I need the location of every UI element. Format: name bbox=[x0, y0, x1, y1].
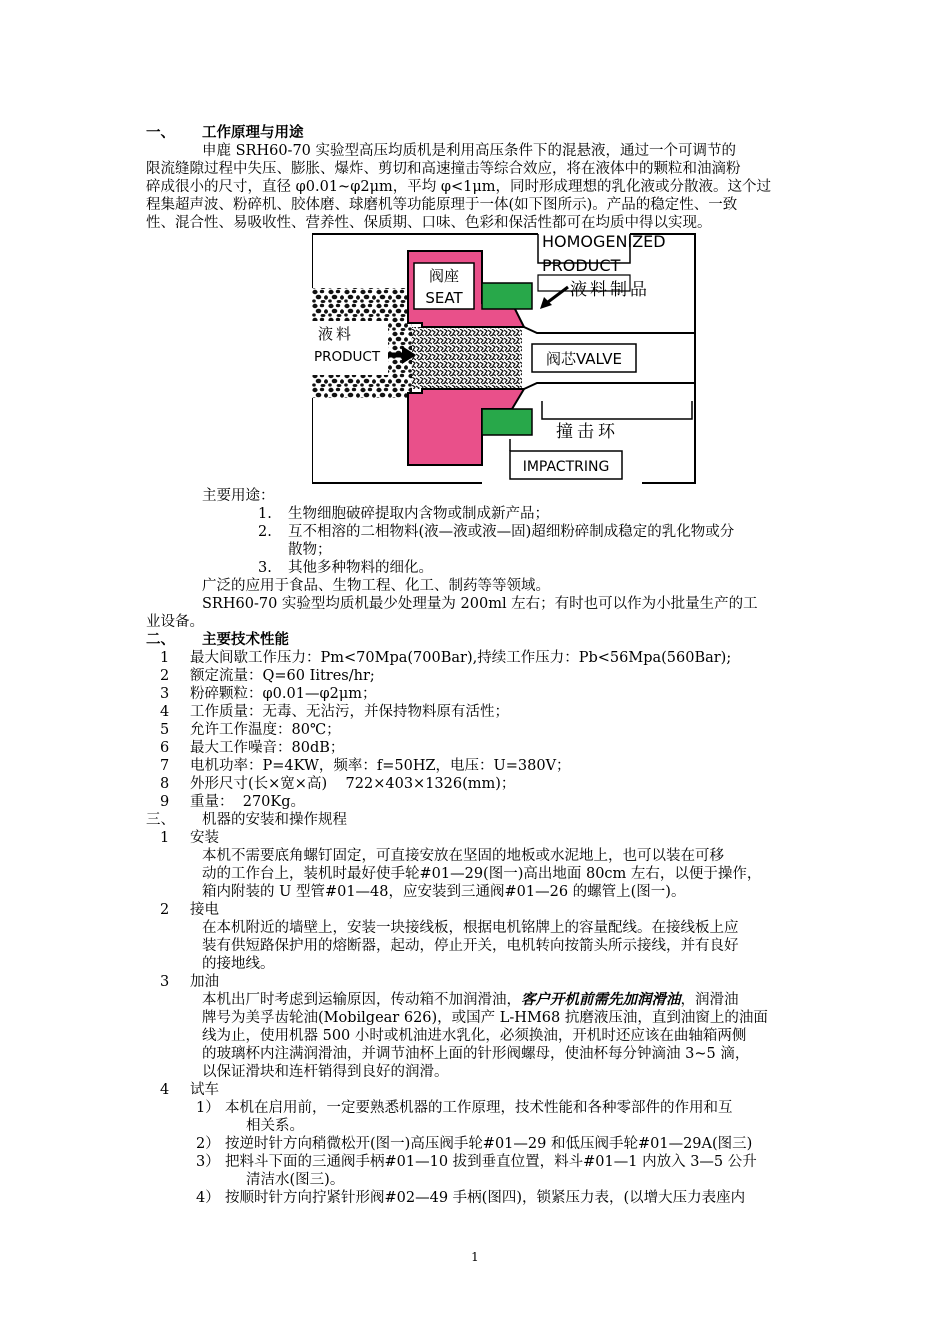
intro-line: 限流缝隙过程中失压、膨胀、爆炸、剪切和高速撞击等综合效应，将在液体中的颗粒和油滴粉 bbox=[146, 161, 741, 177]
power-text: 装有供短路保护用的熔断器，起动，停止开关，电机转向按箭头所示接线，并有良好 bbox=[202, 938, 739, 954]
step-title-power: 接电 bbox=[190, 902, 219, 918]
section2-number: 二、 bbox=[146, 631, 175, 648]
spec-item: 外形尺寸(长×宽×高) 722×403×1326(mm)； bbox=[190, 776, 516, 792]
product-label-cn: 液料制品 bbox=[570, 280, 650, 300]
oil-text: 以保证滑块和连杆销得到良好的润滑。 bbox=[202, 1064, 449, 1080]
substep-text-cont: 清洁水(图三)。 bbox=[246, 1172, 345, 1188]
spec-number: 7 bbox=[160, 758, 170, 774]
substep-number: 4） bbox=[196, 1190, 220, 1206]
oil-text: ，润滑油 bbox=[680, 992, 739, 1008]
substep-number: 2） bbox=[196, 1136, 220, 1152]
power-text: 的接地线。 bbox=[202, 956, 275, 972]
power-text: 在本机附近的墙壁上，安装一块接线板，根据电机铭牌上的容量配线。在接线板上应 bbox=[202, 920, 739, 936]
list-item: 互不相溶的二相物料(液—液或液—固)超细粉碎制成稳定的乳化物或分 bbox=[288, 524, 735, 540]
intro-line: 碎成很小的尺寸，直径 φ0.01~φ2μm，平均 φ<1μm，同时形成理想的乳化液或分散液。这个过 bbox=[146, 179, 772, 195]
capacity-paragraph-cont: 业设备。 bbox=[146, 614, 204, 630]
seat-label-en: SEAT bbox=[425, 289, 463, 307]
install-text: 动的工作台上，装机时最好使手轮#01—29(图一)高出地面 80cm 左右，以便于操作， bbox=[202, 866, 762, 882]
list-number: 2. bbox=[258, 524, 272, 540]
spec-item: 电机功率：P=4KW，频率：f=50HZ，电压：U=380V； bbox=[190, 758, 571, 774]
step-title-test-run: 试车 bbox=[190, 1082, 219, 1098]
spec-item: 最大工作噪音：80dB； bbox=[190, 740, 345, 756]
spec-item: 粉碎颗粒：φ0.01—φ2μm； bbox=[190, 686, 377, 702]
spec-number: 1 bbox=[160, 650, 170, 666]
oil-text: 线为止，使用机器 500 小时或机油进水乳化，必须换油，开机时还应该在曲轴箱两侧 bbox=[202, 1028, 747, 1044]
step-number: 4 bbox=[160, 1082, 170, 1098]
applications-paragraph: 广泛的应用于食品、生物工程、化工、制药等等领域。 bbox=[202, 578, 550, 594]
uses-label: 主要用途： bbox=[202, 488, 275, 504]
step-title-install: 安装 bbox=[190, 830, 219, 846]
page-number: 1 bbox=[471, 1250, 479, 1264]
substep-text: 按逆时针方向稍微松开(图一)高压阀手轮#01—29 和低压阀手轮#01—29A(图三) bbox=[225, 1136, 753, 1152]
intro-line: 程集超声波、粉碎机、胶体磨、球磨机等功能原理于一体(如下图所示)。产品的稳定性、一致 bbox=[146, 197, 738, 213]
homogenized-label-2: PRODUCT bbox=[542, 256, 621, 275]
homogenizer-valve-diagram bbox=[312, 233, 697, 485]
oil-text: 牌号为美孚齿轮油(Mobilgear 626)，或国产 L-HM68 抗磨液压油，直到油窗上的油面 bbox=[202, 1010, 768, 1026]
oil-warning: 客户开机前需先加润滑油 bbox=[521, 991, 681, 1008]
spec-item: 额定流量：Q=60 Iitres/hr; bbox=[190, 668, 375, 684]
spec-number: 5 bbox=[160, 722, 170, 738]
spec-item: 工作质量：无毒、无沾污，并保持物料原有活性； bbox=[190, 704, 509, 720]
substep-text: 本机在启用前，一定要熟悉机器的工作原理，技术性能和各种零部件的作用和互 bbox=[225, 1100, 733, 1116]
substep-number: 1） bbox=[196, 1100, 220, 1116]
list-item: 其他多种物料的细化。 bbox=[288, 560, 433, 576]
list-number: 1. bbox=[258, 506, 272, 522]
spec-number: 9 bbox=[160, 794, 170, 810]
list-item: 生物细胞破碎提取内含物或制成新产品； bbox=[288, 506, 549, 522]
section1-title: 工作原理与用途 bbox=[202, 124, 304, 141]
spec-number: 8 bbox=[160, 776, 170, 792]
oil-text: 本机出厂时考虑到运输原因，传动箱不加润滑油， bbox=[202, 992, 521, 1008]
spec-number: 4 bbox=[160, 704, 170, 720]
oil-text-first-line bbox=[202, 991, 739, 1009]
feed-label-en: PRODUCT bbox=[314, 349, 381, 365]
spec-number: 2 bbox=[160, 668, 170, 684]
install-text: 本机不需要底角螺钉固定，可直接安放在坚固的地板或水泥地上，也可以装在可移 bbox=[202, 848, 724, 864]
section1-number: 一、 bbox=[146, 124, 175, 141]
homogenized-label: HOMOGENIZED bbox=[542, 233, 666, 251]
substep-text: 按顺时针方向拧紧针形阀#02—49 手柄(图四)，锁紧压力表，(以增大压力表座内 bbox=[225, 1190, 746, 1206]
step-number: 3 bbox=[160, 974, 170, 990]
section3-title: 机器的安装和操作规程 bbox=[202, 812, 347, 828]
step-title-oil: 加油 bbox=[190, 974, 219, 990]
impact-ring-label-cn: 撞击环 bbox=[556, 422, 619, 442]
spec-item: 最大间歇工作压力：Pm<70Mpa(700Bar),持续工作压力：Pb<56Mpa(560Bar); bbox=[190, 650, 732, 666]
list-item-continued: 散物； bbox=[288, 542, 332, 558]
substep-text-cont: 相关系。 bbox=[246, 1118, 304, 1134]
substep-number: 3） bbox=[196, 1154, 220, 1170]
section3-number: 三、 bbox=[146, 812, 175, 828]
impact-ring-label-en: IMPACTRING bbox=[522, 459, 610, 475]
list-number: 3. bbox=[258, 560, 272, 576]
valve-label: 阀芯VALVE bbox=[545, 350, 623, 368]
seat-label-cn: 阀座 bbox=[428, 267, 460, 285]
spec-item: 允许工作温度：80℃； bbox=[190, 722, 341, 738]
substep-text: 把料斗下面的三通阀手柄#01—10 拔到垂直位置，料斗#01—1 内放入 3—5 公升 bbox=[225, 1154, 757, 1170]
spec-number: 3 bbox=[160, 686, 170, 702]
feed-label-cn: 液料 bbox=[318, 325, 355, 343]
install-text: 箱内附装的 U 型管#01—48，应安装到三通阀#01—26 的螺管上(图一)。 bbox=[202, 884, 686, 900]
oil-text: 的玻璃杯内注满润滑油，并调节油杯上面的针形阀螺母，使油杯每分钟滴油 3~5 滴， bbox=[202, 1046, 750, 1062]
section2-title: 主要技术性能 bbox=[202, 631, 289, 648]
spec-item: 重量： 270Kg。 bbox=[190, 794, 306, 810]
intro-line: 性、混合性、易吸收性、营养性、保质期、口味、色彩和保活性都可在均质中得以实现。 bbox=[146, 215, 712, 231]
step-number: 2 bbox=[160, 902, 170, 918]
capacity-paragraph: SRH60-70 实验型均质机最少处理量为 200ml 左右；有时也可以作为小批量生产的工 bbox=[202, 596, 758, 612]
intro-line: 申鹿 SRH60-70 实验型高压均质机是利用高压条件下的混悬液，通过一个可调节的 bbox=[202, 143, 737, 159]
step-number: 1 bbox=[160, 830, 170, 846]
spec-number: 6 bbox=[160, 740, 170, 756]
